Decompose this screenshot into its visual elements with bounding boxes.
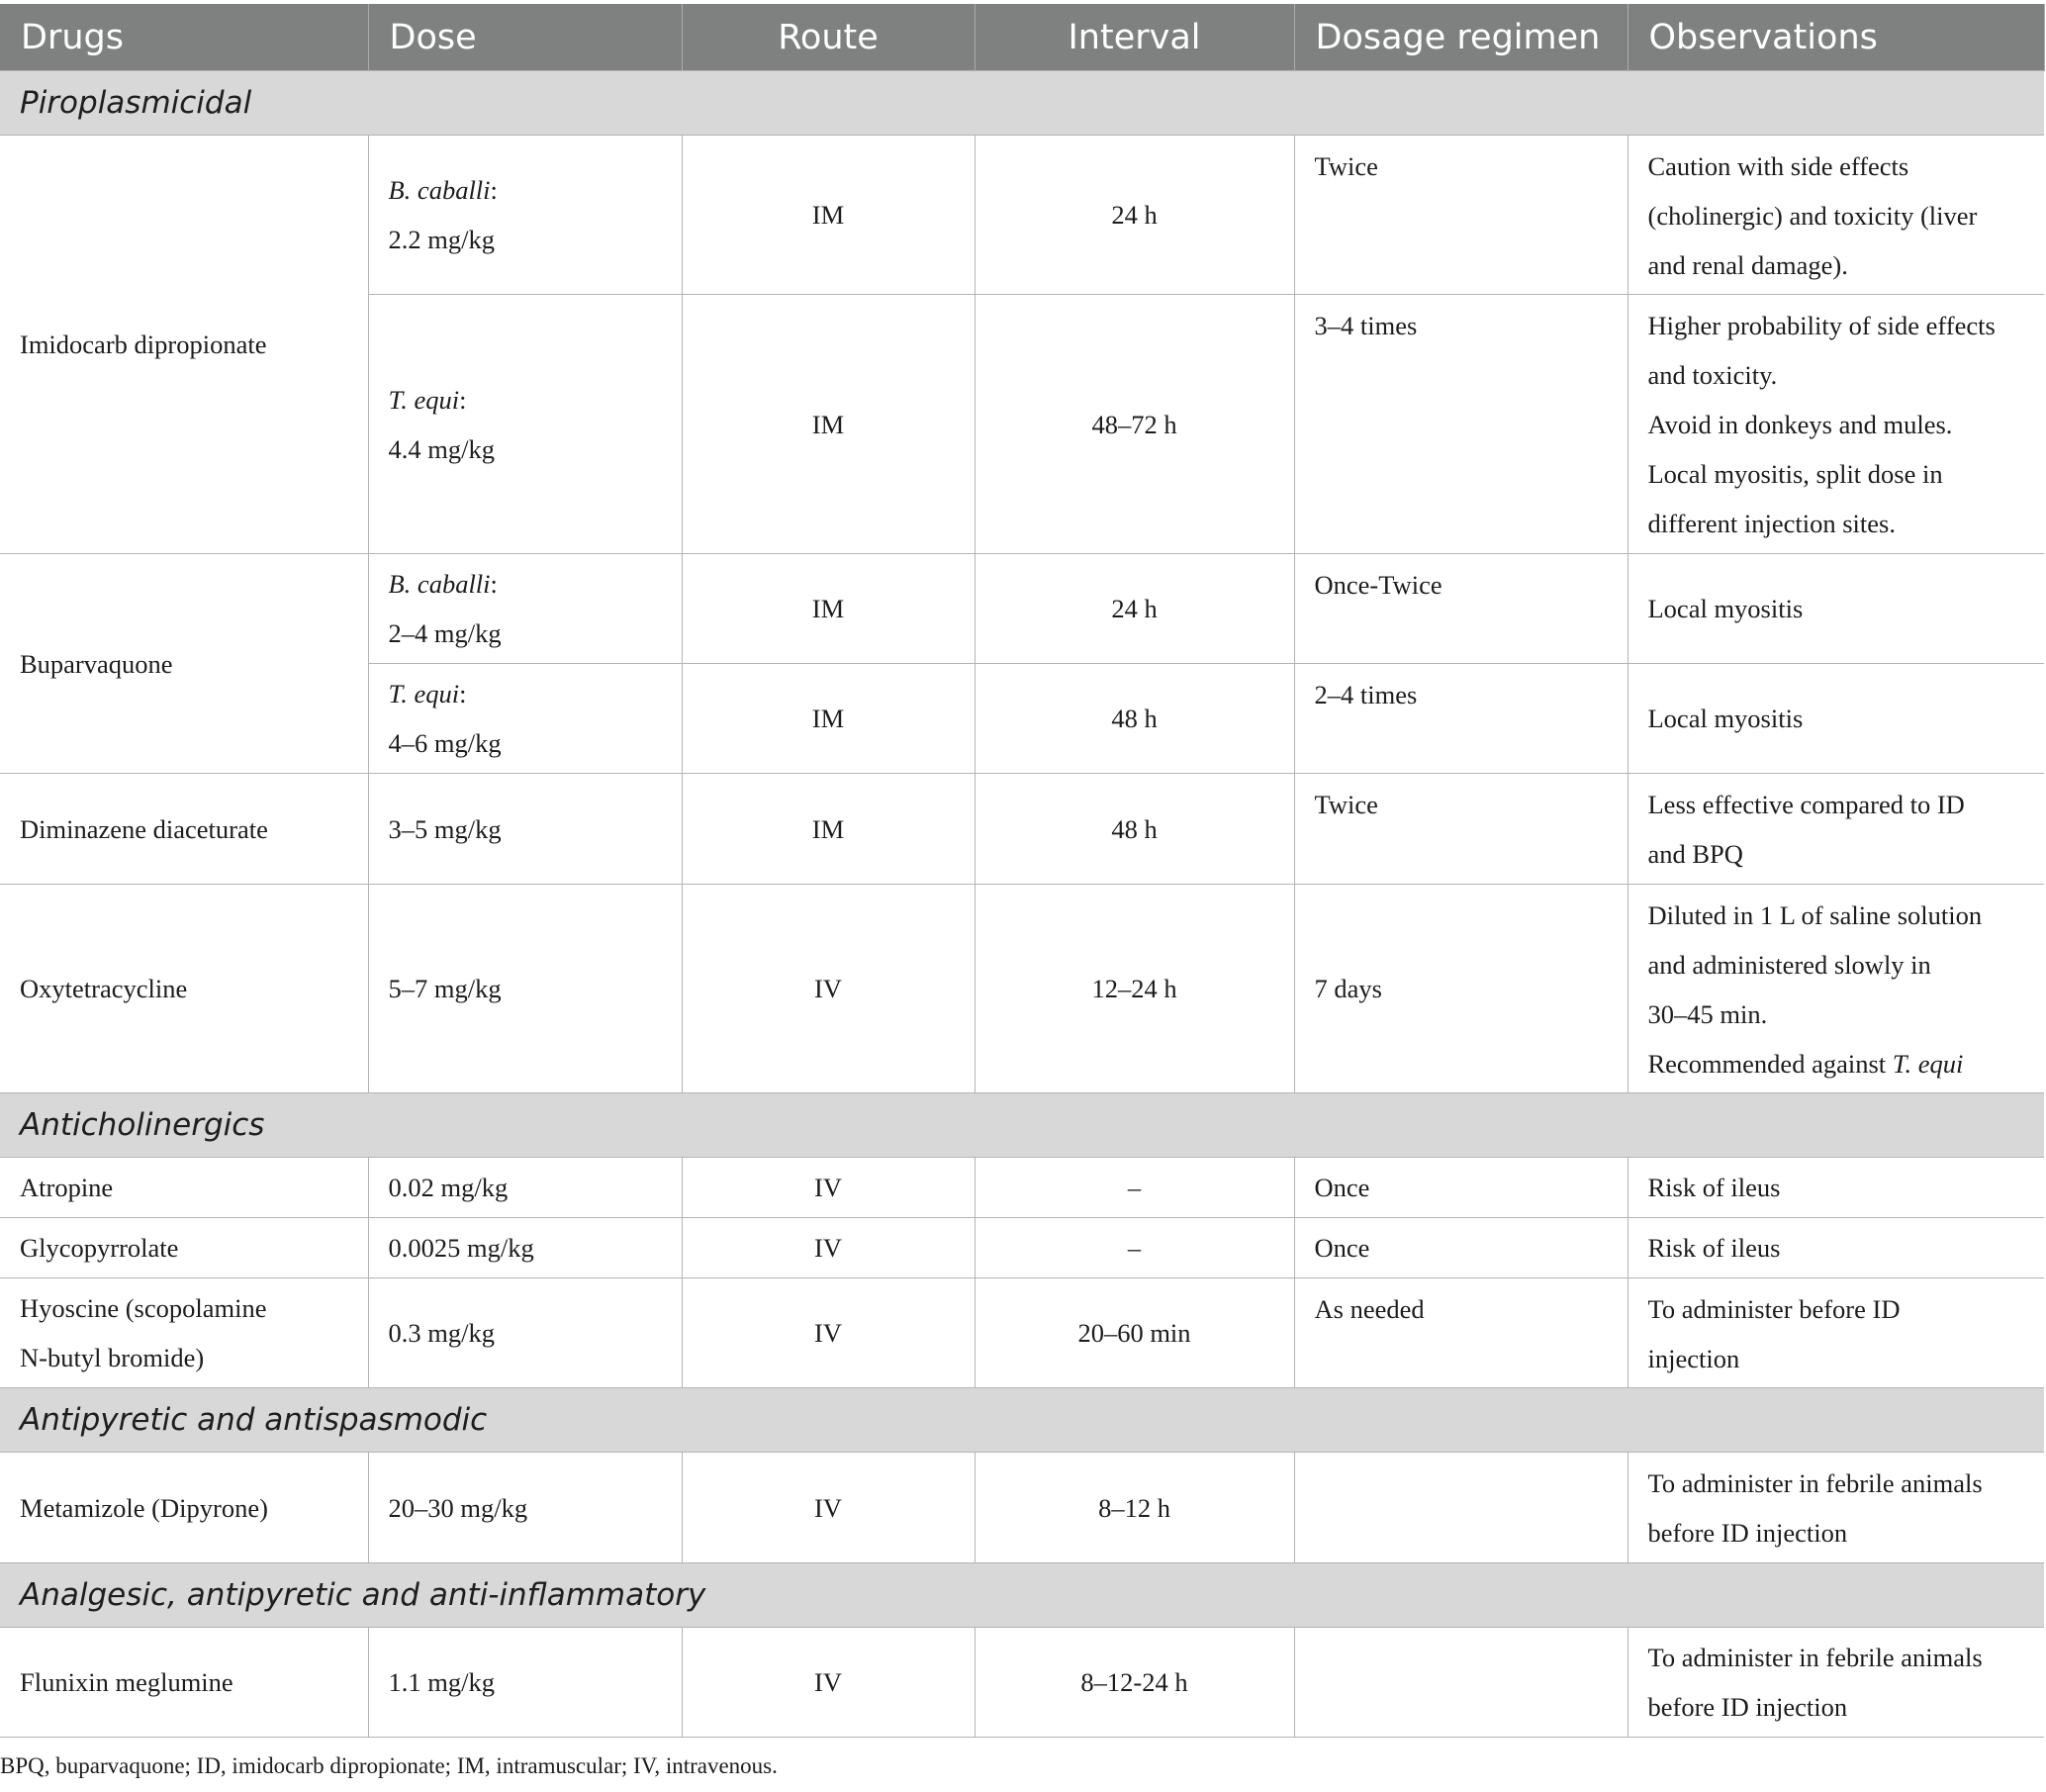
table-footnote: BPQ, buparvaquone; ID, imidocarb dipropionate; IM, intramuscular; IV, intravenous. — [0, 1753, 778, 1778]
observations-cell — [1628, 1453, 2044, 1563]
obs-line — [1648, 1039, 2025, 1088]
interval-cell: – — [975, 1158, 1294, 1218]
table-row — [0, 774, 2044, 885]
species-name: T. equi — [1892, 1049, 1964, 1079]
observations-cell: Risk of ileus — [1628, 1158, 2044, 1218]
interval-cell: 8–12-24 h — [975, 1628, 1294, 1738]
regimen-cell: Twice — [1294, 774, 1628, 885]
obs-line: and renal damage). — [1647, 250, 1848, 280]
obs-line: To administer in febrile animals — [1647, 1467, 1983, 1498]
interval-cell: 48 h — [975, 774, 1294, 885]
category-antipyretic: Antipyretic and antispasmodic — [0, 1388, 2044, 1453]
observations-cell: Local myositis — [1628, 554, 2044, 664]
header-route: Route — [682, 4, 975, 71]
drug-name: Atropine — [0, 1158, 368, 1218]
category-row — [0, 71, 2044, 136]
obs-line: Avoid in donkeys and mules. — [1647, 410, 1953, 439]
species-name: B. caballi — [388, 569, 491, 599]
category-row — [0, 1093, 2044, 1158]
category-analgesic: Analgesic, antipyretic and anti-inflammatory — [0, 1563, 2044, 1628]
route-cell: IV — [682, 1218, 975, 1278]
category-piroplasmicidal: Piroplasmicidal — [0, 71, 2044, 136]
dose-value: 4.4 mg/kg — [388, 433, 495, 464]
obs-text: Recommended against — [1647, 1049, 1887, 1079]
drug-name: Metamizole (Dipyrone) — [0, 1453, 368, 1563]
dose-cell: 3–5 mg/kg — [368, 774, 682, 885]
drug-name: Buparvaquone — [0, 554, 368, 774]
table-row — [0, 1453, 2044, 1563]
dose-cell: 0.0025 mg/kg — [368, 1218, 682, 1278]
route-cell: IV — [682, 1453, 975, 1563]
dose-cell: 0.3 mg/kg — [368, 1278, 682, 1388]
header-row — [0, 4, 2044, 71]
table-row — [0, 1628, 2044, 1738]
table-row — [0, 885, 2044, 1093]
regimen-cell: 3–4 times — [1294, 295, 1628, 554]
dose-value: 2.2 mg/kg — [388, 225, 495, 254]
drug-name: Diminazene diaceturate — [0, 774, 368, 885]
drug-name: Oxytetracycline — [0, 885, 368, 1093]
category-row — [0, 1563, 2044, 1628]
interval-cell: 48 h — [975, 664, 1294, 774]
route-cell: IV — [682, 885, 975, 1093]
observations-cell — [1628, 1278, 2044, 1388]
obs-line: Less effective compared to ID — [1647, 790, 1965, 819]
observations-cell — [1628, 774, 2044, 885]
route-cell: IM — [682, 664, 975, 774]
species-name: T. equi — [388, 384, 460, 415]
route-cell: IV — [682, 1278, 975, 1388]
drug-table — [0, 4, 2045, 1738]
obs-line: To administer before ID — [1647, 1294, 1901, 1324]
obs-line: Diluted in 1 L of saline solution — [1647, 900, 1983, 930]
obs-line: (cholinergic) and toxicity (liver — [1647, 201, 1978, 231]
observations-cell: Risk of ileus — [1628, 1218, 2044, 1278]
obs-line: and BPQ — [1647, 839, 1743, 869]
interval-cell: 24 h — [975, 136, 1294, 295]
obs-line: To administer in febrile animals — [1647, 1643, 1983, 1672]
regimen-cell: Once — [1294, 1218, 1628, 1278]
observations-cell — [1628, 136, 2044, 295]
obs-line: and toxicity. — [1647, 360, 1778, 390]
interval-cell: 48–72 h — [975, 295, 1294, 554]
drug-name-line: N-butyl bromide) — [20, 1343, 205, 1372]
regimen-cell: Once — [1294, 1158, 1628, 1218]
drug-name: Glycopyrrolate — [0, 1218, 368, 1278]
regimen-cell: As needed — [1294, 1278, 1628, 1388]
dose-cell: 1.1 mg/kg — [368, 1628, 682, 1738]
dose-cell: T. equi: 4.4 mg/kg — [368, 295, 682, 554]
regimen-cell: 2–4 times — [1294, 664, 1628, 774]
route-cell: IM — [682, 554, 975, 664]
dose-cell: B. caballi: 2.2 mg/kg — [368, 136, 682, 295]
header-observations: Observations — [1628, 4, 2044, 71]
species-name: B. caballi — [388, 175, 491, 205]
regimen-cell — [1294, 1628, 1628, 1738]
dose-cell: B. caballi: 2–4 mg/kg — [368, 554, 682, 664]
table-row — [0, 554, 2044, 664]
category-row — [0, 1388, 2044, 1453]
obs-line: 30–45 min. — [1647, 999, 1768, 1029]
route-cell: IV — [682, 1158, 975, 1218]
dose-value: 4–6 mg/kg — [388, 728, 502, 758]
regimen-cell: Once-Twice — [1294, 554, 1628, 664]
table-row — [0, 1158, 2044, 1218]
drug-table-container — [0, 4, 2044, 1738]
obs-line: injection — [1647, 1344, 1740, 1373]
regimen-cell: Twice — [1294, 136, 1628, 295]
regimen-cell — [1294, 1453, 1628, 1563]
obs-line: before ID injection — [1647, 1692, 1848, 1722]
route-cell: IV — [682, 1628, 975, 1738]
observations-cell — [1628, 1628, 2044, 1738]
header-dose: Dose — [368, 4, 682, 71]
dose-cell: 20–30 mg/kg — [368, 1453, 682, 1563]
observations-cell — [1628, 295, 2044, 554]
route-cell: IM — [682, 136, 975, 295]
interval-cell: 8–12 h — [975, 1453, 1294, 1563]
route-cell: IM — [682, 774, 975, 885]
route-cell: IM — [682, 295, 975, 554]
table-row — [0, 1278, 2044, 1388]
drug-name: Flunixin meglumine — [0, 1628, 368, 1738]
header-dosage-regimen: Dosage regimen — [1294, 4, 1628, 71]
header-drugs: Drugs — [0, 4, 368, 71]
obs-line: before ID injection — [1647, 1517, 1848, 1548]
dose-cell: 5–7 mg/kg — [368, 885, 682, 1093]
category-anticholinergics: Anticholinergics — [0, 1093, 2044, 1158]
species-name: T. equi — [388, 679, 460, 708]
observations-cell: Local myositis — [1628, 664, 2044, 774]
interval-cell: 12–24 h — [975, 885, 1294, 1093]
observations-cell — [1628, 885, 2044, 1093]
obs-line: Caution with side effects — [1647, 151, 1909, 181]
dose-value: 2–4 mg/kg — [388, 618, 502, 648]
dose-cell: 0.02 mg/kg — [368, 1158, 682, 1218]
obs-line: and administered slowly in — [1647, 950, 1931, 980]
dose-cell: T. equi: 4–6 mg/kg — [368, 664, 682, 774]
table-row — [0, 136, 2044, 295]
obs-line: Higher probability of side effects — [1647, 311, 1996, 340]
interval-cell: – — [975, 1218, 1294, 1278]
drug-name-line: Hyoscine (scopolamine — [20, 1293, 267, 1323]
regimen-cell: 7 days — [1294, 885, 1628, 1093]
table-row — [0, 1218, 2044, 1278]
obs-line: Local myositis, split dose in — [1647, 459, 1943, 489]
drug-name: Imidocarb dipropionate — [0, 136, 368, 554]
interval-cell: 24 h — [975, 554, 1294, 664]
drug-name — [0, 1278, 368, 1388]
interval-cell: 20–60 min — [975, 1278, 1294, 1388]
obs-line: different injection sites. — [1647, 509, 1896, 538]
header-interval: Interval — [975, 4, 1294, 71]
